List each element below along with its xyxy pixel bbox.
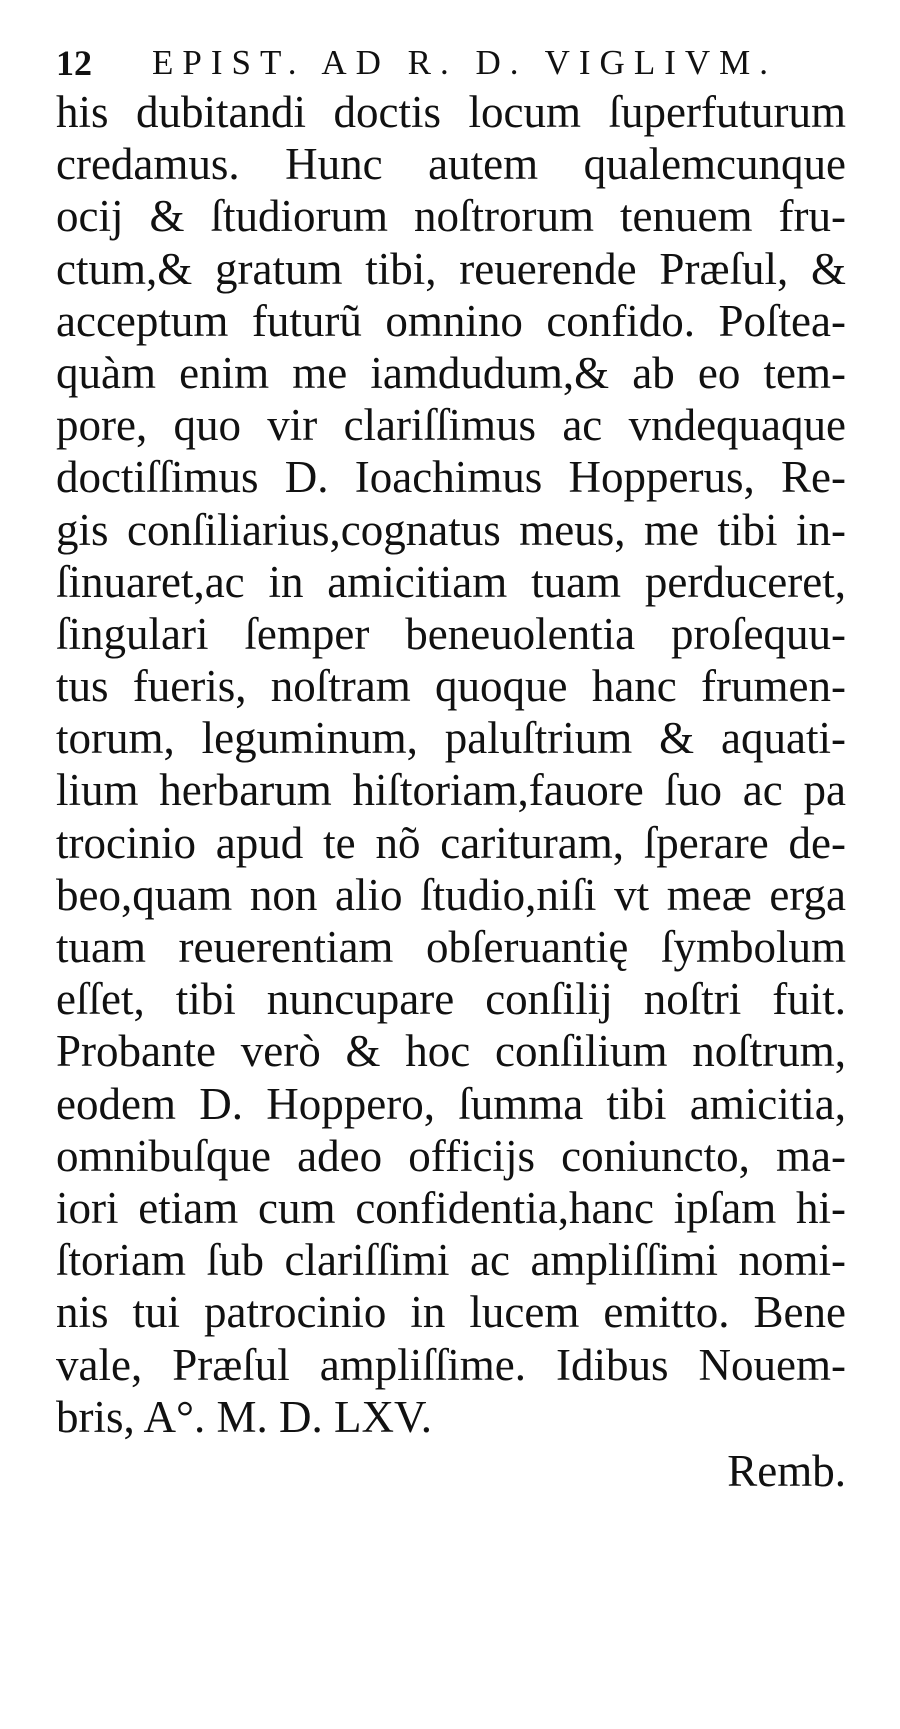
text-line: credamus. Hunc autem qualemcunque: [56, 139, 846, 190]
running-head: [56, 38, 776, 88]
running-title: EPIST. AD R. D. VIGLIVM.: [152, 43, 777, 82]
text-line: doctiſſimus D. Ioachimus Hopperus, Re-: [56, 452, 846, 503]
page-number: 12: [56, 43, 92, 83]
text-line: omnibuſque adeo officijs coniuncto, ma-: [56, 1130, 846, 1181]
text-line: ocij & ſtudiorum noſtrorum tenuem fru-: [56, 191, 846, 242]
text-line: ſtoriam ſub clariſſimi ac ampliſſimi nomi-: [56, 1235, 846, 1286]
text-line: ctum,& gratum tibi, reuerende Præſul, &: [56, 243, 846, 294]
text-line: tus fueris, noſtram quoque hanc frumen-: [56, 661, 846, 712]
text-line: tuam reuerentiam obſeruantię ſymbolum: [56, 922, 846, 972]
text-line: trocinio apud te nõ carituram, ſperare de-: [56, 817, 846, 868]
text-line: gis conſiliarius,cognatus meus, me tibi in-: [56, 504, 846, 555]
signature: Remb.: [727, 1446, 846, 1496]
text-line: pore, quo vir clariſſimus ac vndequaque: [56, 400, 846, 451]
text-line: torum, leguminum, paluſtrium & aquati-: [56, 713, 846, 764]
text-line: Probante verò & hoc conſilium noſtrum,: [56, 1026, 846, 1077]
text-line: ſinuaret,ac in amicitiam tuam perduceret,: [56, 556, 846, 607]
text-line: iori etiam cum confidentia,hanc ipſam hi-: [56, 1182, 846, 1233]
text-line: beo,quam non alio ſtudio,niſi vt meæ erga: [56, 869, 846, 920]
text-line: ſingulari ſemper beneuolentia proſequu-: [56, 608, 846, 659]
text-line: lium herbarum hiſtoriam,fauore ſuo ac pa: [56, 765, 846, 816]
text-line: acceptum futurũ omnino confido. Poſtea-: [56, 295, 846, 346]
text-line: eſſet, tibi nuncupare conſilij noſtri fuit.: [56, 974, 846, 1025]
text-line-final: bris, A°. M. D. LXV.: [56, 1391, 432, 1442]
text-line: vale, Præſul ampliſſime. Idibus Nouem-: [56, 1339, 846, 1390]
text-line: quàm enim me iamdudum,& ab eo tem-: [56, 347, 846, 398]
text-line: eodem D. Hoppero, ſumma tibi amicitia,: [56, 1078, 846, 1129]
text-line: his dubitandi doctis locum ſuperfuturum: [56, 87, 846, 137]
text-line: nis tui patrocinio in lucem emitto. Bene: [56, 1287, 846, 1338]
letter-body: [56, 86, 846, 1443]
